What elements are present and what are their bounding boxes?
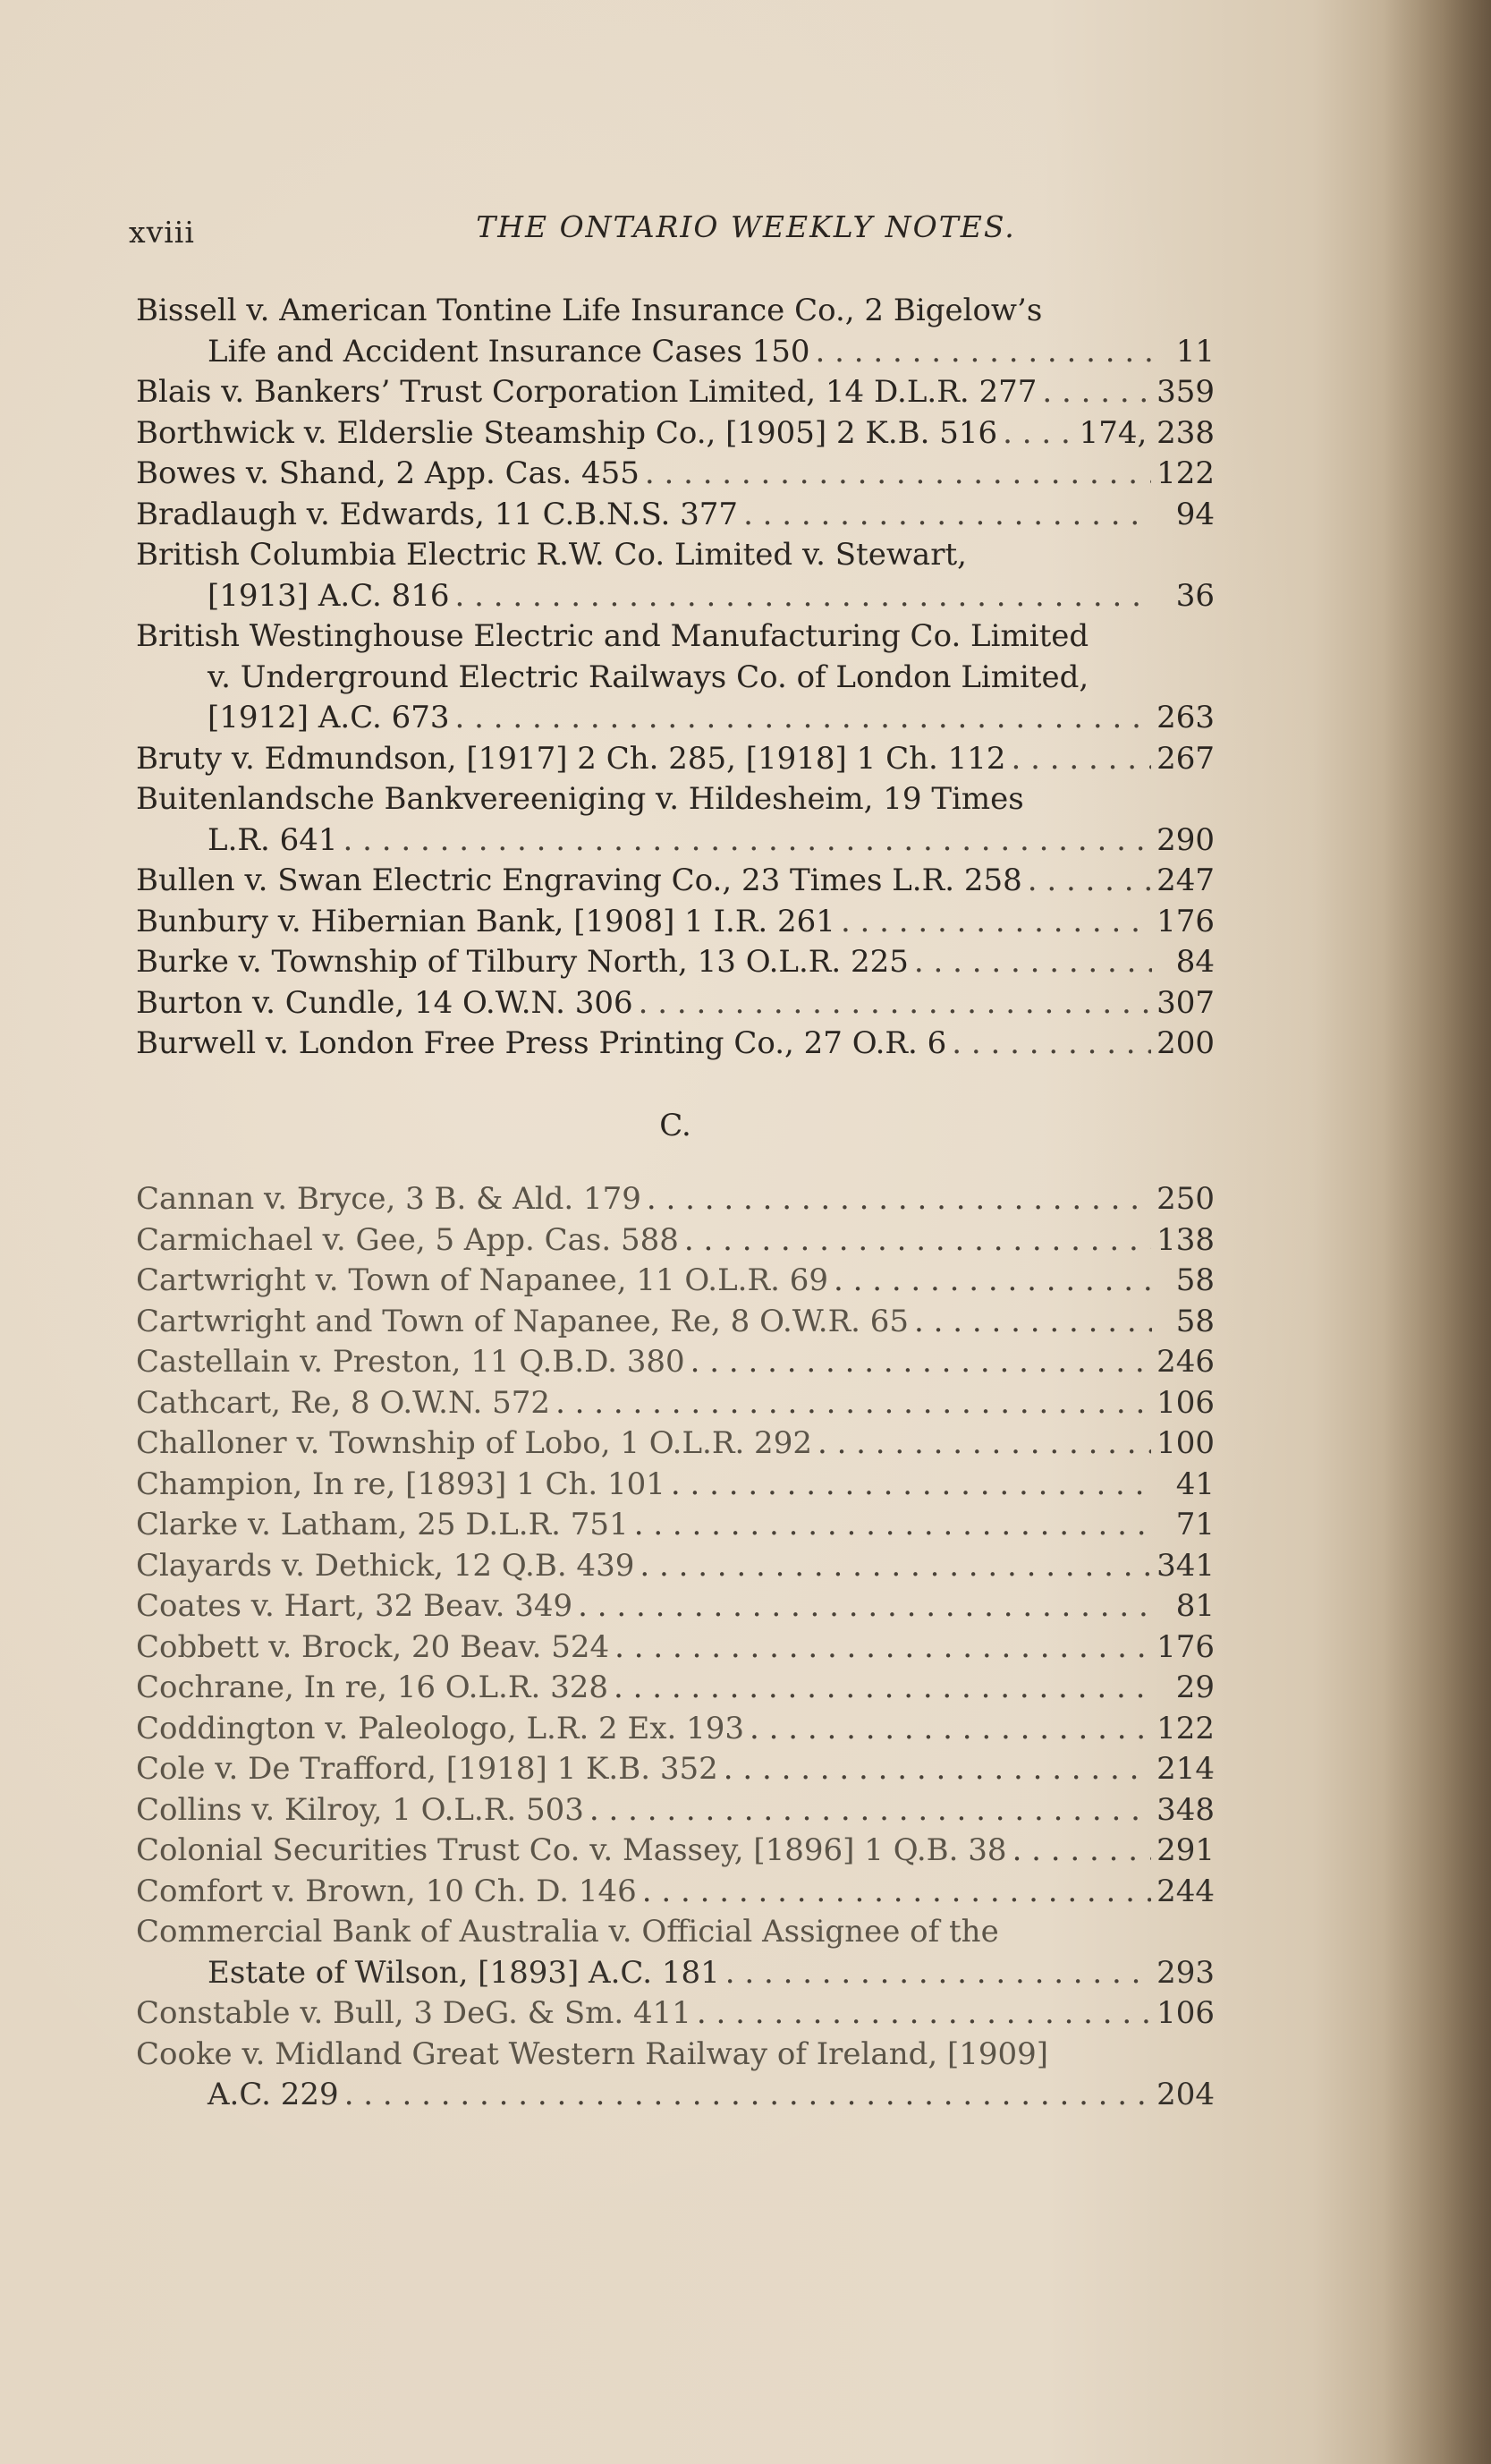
dot-leader — [614, 1668, 1152, 1709]
index-entry — [136, 1993, 1215, 2035]
entry-page-number: 267 — [1156, 740, 1215, 777]
entry-text: Burwell v. London Free Press Printing Co., 27 O.R. 6 — [136, 1025, 947, 1061]
entry-text: Life and Accident Insurance Cases 150 — [208, 333, 810, 370]
index-entry — [136, 616, 1215, 739]
dot-leader — [634, 1505, 1152, 1546]
entry-page-number: 291 — [1156, 1832, 1215, 1868]
index-entry — [136, 495, 1215, 536]
entry-line — [136, 1953, 1215, 1994]
entry-line — [136, 616, 1215, 658]
entry-line — [136, 1302, 1215, 1343]
index-entry — [136, 454, 1215, 495]
entry-page-number: 122 — [1156, 1710, 1215, 1746]
dot-leader — [642, 1872, 1151, 1913]
entry-page-number: 359 — [1156, 374, 1215, 410]
dot-leader — [1012, 1831, 1152, 1872]
entry-line — [136, 1749, 1215, 1790]
entry-text: Bullen v. Swan Electric Engraving Co., 23 Times L.R. 258 — [136, 862, 1022, 898]
entry-line — [136, 1668, 1215, 1709]
dot-leader — [578, 1586, 1152, 1627]
entry-line — [136, 413, 1215, 455]
index-section-b — [136, 291, 1215, 1065]
entry-line — [136, 1790, 1215, 1831]
entry-text: Commercial Bank of Australia v. Official Assignee of the — [136, 1914, 999, 1950]
entry-page-number: 263 — [1156, 700, 1215, 735]
entry-page-number: 84 — [1175, 944, 1215, 980]
entry-line — [136, 1831, 1215, 1872]
entry-line — [136, 372, 1215, 413]
index-entry — [136, 291, 1215, 372]
entry-page-number: 58 — [1175, 1303, 1215, 1339]
entry-text: Cobbett v. Brock, 20 Beav. 524 — [136, 1628, 610, 1665]
dot-leader — [743, 495, 1152, 536]
entry-text: Cochrane, In re, 16 O.L.R. 328 — [136, 1670, 608, 1705]
entry-text: Champion, In re, [1893] 1 Ch. 101 — [136, 1466, 665, 1502]
entry-page-number: 341 — [1156, 1547, 1215, 1584]
entry-text: [1912] A.C. 673 — [208, 700, 450, 735]
entry-page-number: 214 — [1156, 1751, 1215, 1787]
entry-text: L.R. 641 — [208, 821, 338, 858]
index-entry — [136, 1179, 1215, 1220]
entry-text: Castellain v. Preston, 11 Q.B.D. 380 — [136, 1344, 685, 1380]
entry-line — [136, 902, 1215, 943]
entry-page-number: 200 — [1156, 1025, 1215, 1061]
entry-text: Cooke v. Midland Great Western Railway of Ireland, [1909] — [136, 2035, 1049, 2072]
entry-page-number: 29 — [1175, 1670, 1215, 1705]
entry-page-number: 246 — [1156, 1344, 1215, 1380]
dot-leader — [455, 698, 1152, 739]
entry-line — [136, 1709, 1215, 1750]
index-entry — [136, 1505, 1215, 1546]
entry-text: Carmichael v. Gee, 5 App. Cas. 588 — [136, 1221, 679, 1258]
entry-page-number: 174, 238 — [1079, 414, 1215, 451]
index-entry — [136, 1261, 1215, 1302]
entry-text: Colonial Securities Trust Co. v. Massey, [1896] 1 Q.B. 38 — [136, 1832, 1007, 1868]
index-entry — [136, 1024, 1215, 1065]
dot-leader — [343, 820, 1152, 862]
index-entry — [136, 2035, 1215, 2116]
dot-leader — [834, 1261, 1152, 1302]
index-entry — [136, 1423, 1215, 1465]
entry-text: Borthwick v. Elderslie Steamship Co., [1905] 2 K.B. 516 — [136, 414, 998, 451]
entry-text: British Westinghouse Electric and Manufacturing Co. Limited — [136, 618, 1089, 654]
entry-text: Bowes v. Shand, 2 App. Cas. 455 — [136, 455, 640, 491]
index-entry — [136, 1342, 1215, 1383]
entry-text: Bruty v. Edmundson, [1917] 2 Ch. 285, [1918] 1 Ch. 112 — [136, 740, 1006, 777]
entry-text: Bissell v. American Tontine Life Insurance Co., 2 Bigelow’s — [136, 293, 1043, 328]
entry-page-number: 293 — [1156, 1954, 1215, 1991]
index-entry — [136, 1872, 1215, 1913]
page-gutter-shadow — [1384, 0, 1491, 2464]
entry-line — [136, 332, 1215, 373]
entry-line — [136, 454, 1215, 495]
dot-leader — [724, 1749, 1151, 1790]
entry-line — [136, 658, 1215, 699]
entry-page-number: 106 — [1156, 1995, 1215, 2031]
dot-leader — [1028, 861, 1151, 902]
dot-leader — [697, 1993, 1151, 2035]
dot-leader — [750, 1709, 1151, 1750]
entry-page-number: 176 — [1156, 1628, 1215, 1665]
dot-leader — [555, 1383, 1151, 1424]
dot-leader — [455, 576, 1152, 617]
index-entry — [136, 1383, 1215, 1424]
dot-leader — [952, 1024, 1151, 1065]
entry-page-number: 138 — [1156, 1221, 1215, 1258]
dot-leader — [816, 332, 1152, 373]
index-entry — [136, 1790, 1215, 1831]
entry-page-number: 41 — [1175, 1466, 1215, 1502]
entry-text: [1913] A.C. 816 — [208, 577, 450, 614]
entry-line — [136, 1383, 1215, 1424]
entry-text: Cartwright v. Town of Napanee, 11 O.L.R. 69 — [136, 1262, 828, 1298]
index-entry — [136, 1546, 1215, 1587]
dot-leader — [647, 1179, 1151, 1220]
index-entry — [136, 902, 1215, 943]
dot-leader — [589, 1790, 1151, 1831]
entry-page-number: 250 — [1156, 1181, 1215, 1217]
dot-leader — [614, 1627, 1151, 1669]
entry-line — [136, 739, 1215, 780]
entry-text: v. Underground Electric Railways Co. of London Limited, — [208, 658, 1089, 695]
entry-page-number: 94 — [1175, 496, 1215, 532]
entry-page-number: 58 — [1175, 1262, 1215, 1298]
index-entry — [136, 1465, 1215, 1506]
index-entry — [136, 535, 1215, 616]
entry-page-number: 36 — [1175, 577, 1215, 614]
index-entry — [136, 372, 1215, 413]
entry-text: Comfort v. Brown, 10 Ch. D. 146 — [136, 1873, 637, 1909]
index-entry — [136, 413, 1215, 455]
index-entry — [136, 1831, 1215, 1872]
entry-text: Clayards v. Dethick, 12 Q.B. 439 — [136, 1547, 635, 1584]
entry-text: Clarke v. Latham, 25 D.L.R. 751 — [136, 1507, 629, 1542]
entry-page-number: 307 — [1156, 984, 1215, 1021]
entry-page-number: 247 — [1156, 862, 1215, 898]
entry-line — [136, 1024, 1215, 1065]
page-number: xviii — [129, 215, 195, 250]
dot-leader — [645, 454, 1151, 495]
entry-page-number: 81 — [1175, 1588, 1215, 1624]
entry-line — [136, 779, 1215, 820]
entry-line — [136, 291, 1215, 332]
entry-page-number: 244 — [1156, 1873, 1215, 1909]
entry-text: Challoner v. Township of Lobo, 1 O.L.R. 292 — [136, 1425, 812, 1461]
dot-leader — [640, 1546, 1151, 1587]
entry-text: Burton v. Cundle, 14 O.W.N. 306 — [136, 984, 633, 1021]
index-entry — [136, 1220, 1215, 1262]
dot-leader — [725, 1953, 1151, 1994]
index-entry — [136, 1912, 1215, 1993]
entry-text: Coates v. Hart, 32 Beav. 349 — [136, 1588, 573, 1624]
entry-line — [136, 535, 1215, 576]
entry-line — [136, 2035, 1215, 2076]
entry-line — [136, 1546, 1215, 1587]
entry-line — [136, 1872, 1215, 1913]
entry-page-number: 100 — [1156, 1425, 1215, 1461]
index-entry — [136, 1709, 1215, 1750]
entry-line — [136, 1627, 1215, 1669]
dot-leader — [914, 942, 1152, 983]
entry-line — [136, 698, 1215, 739]
index-entry — [136, 739, 1215, 780]
entry-text: Burke v. Township of Tilbury North, 13 O.L.R. 225 — [136, 944, 909, 980]
entry-line — [136, 2075, 1215, 2116]
dot-leader — [639, 983, 1151, 1024]
entry-page-number: 71 — [1175, 1507, 1215, 1542]
entry-line — [136, 820, 1215, 862]
index-entry — [136, 942, 1215, 983]
entry-page-number: 106 — [1156, 1384, 1215, 1421]
entry-line — [136, 942, 1215, 983]
entry-line — [136, 1261, 1215, 1302]
entry-text: Cathcart, Re, 8 O.W.N. 572 — [136, 1384, 551, 1421]
section-letter-c: C. — [659, 1108, 691, 1143]
index-entry — [136, 779, 1215, 861]
entry-text: Constable v. Bull, 3 DeG. & Sm. 411 — [136, 1995, 691, 2031]
index-entry — [136, 1586, 1215, 1627]
dot-leader — [344, 2075, 1151, 2116]
entry-line — [136, 1586, 1215, 1627]
entry-text: Blais v. Bankers’ Trust Corporation Limited, 14 D.L.R. 277 — [136, 374, 1038, 410]
index-entry — [136, 861, 1215, 902]
entry-page-number: 11 — [1175, 333, 1215, 370]
entry-text: A.C. 229 — [208, 2077, 339, 2112]
entry-text: Coddington v. Paleologo, L.R. 2 Ex. 193 — [136, 1710, 744, 1746]
entry-line — [136, 1505, 1215, 1546]
running-title: THE ONTARIO WEEKLY NOTES. — [476, 209, 1016, 244]
entry-text: Collins v. Kilroy, 1 O.L.R. 503 — [136, 1791, 584, 1828]
dot-leader — [671, 1465, 1152, 1506]
dot-leader — [1012, 739, 1152, 780]
entry-page-number: 176 — [1156, 903, 1215, 939]
entry-text: Cartwright and Town of Napanee, Re, 8 O.W.R. 65 — [136, 1303, 910, 1339]
entry-line — [136, 861, 1215, 902]
entry-line — [136, 983, 1215, 1024]
dot-leader — [690, 1342, 1151, 1383]
index-entry — [136, 1627, 1215, 1669]
index-entry — [136, 1749, 1215, 1790]
dot-leader — [1003, 413, 1073, 455]
entry-text: Cole v. De Trafford, [1918] 1 K.B. 352 — [136, 1751, 718, 1787]
entry-page-number: 290 — [1156, 821, 1215, 858]
entry-text: Bunbury v. Hibernian Bank, [1908] 1 I.R. 261 — [136, 903, 835, 939]
entry-text: British Columbia Electric R.W. Co. Limited v. Stewart, — [136, 537, 967, 573]
entry-text: Bradlaugh v. Edwards, 11 C.B.N.S. 377 — [136, 496, 739, 532]
index-entry — [136, 1668, 1215, 1709]
dot-leader — [684, 1220, 1151, 1262]
entry-text: Buitenlandsche Bankvereeniging v. Hildesheim, 19 Times — [136, 781, 1024, 817]
dot-leader — [1042, 372, 1151, 413]
entry-line — [136, 1342, 1215, 1383]
entry-line — [136, 495, 1215, 536]
entry-line — [136, 1993, 1215, 2035]
entry-page-number: 122 — [1156, 455, 1215, 491]
entry-line — [136, 1179, 1215, 1220]
entry-line — [136, 1912, 1215, 1953]
index-section-c — [136, 1179, 1215, 2116]
index-entry — [136, 1302, 1215, 1343]
dot-leader — [841, 902, 1151, 943]
entry-line — [136, 1423, 1215, 1465]
entry-line — [136, 576, 1215, 617]
entry-line — [136, 1465, 1215, 1506]
page-header — [129, 204, 1213, 258]
entry-page-number: 348 — [1156, 1791, 1215, 1828]
dot-leader — [914, 1302, 1152, 1343]
dot-leader — [818, 1423, 1151, 1465]
entry-line — [136, 1220, 1215, 1262]
entry-text: Cannan v. Bryce, 3 B. & Ald. 179 — [136, 1181, 641, 1217]
index-entry — [136, 983, 1215, 1024]
entry-text: Estate of Wilson, [1893] A.C. 181 — [208, 1954, 720, 1991]
entry-page-number: 204 — [1156, 2077, 1215, 2112]
